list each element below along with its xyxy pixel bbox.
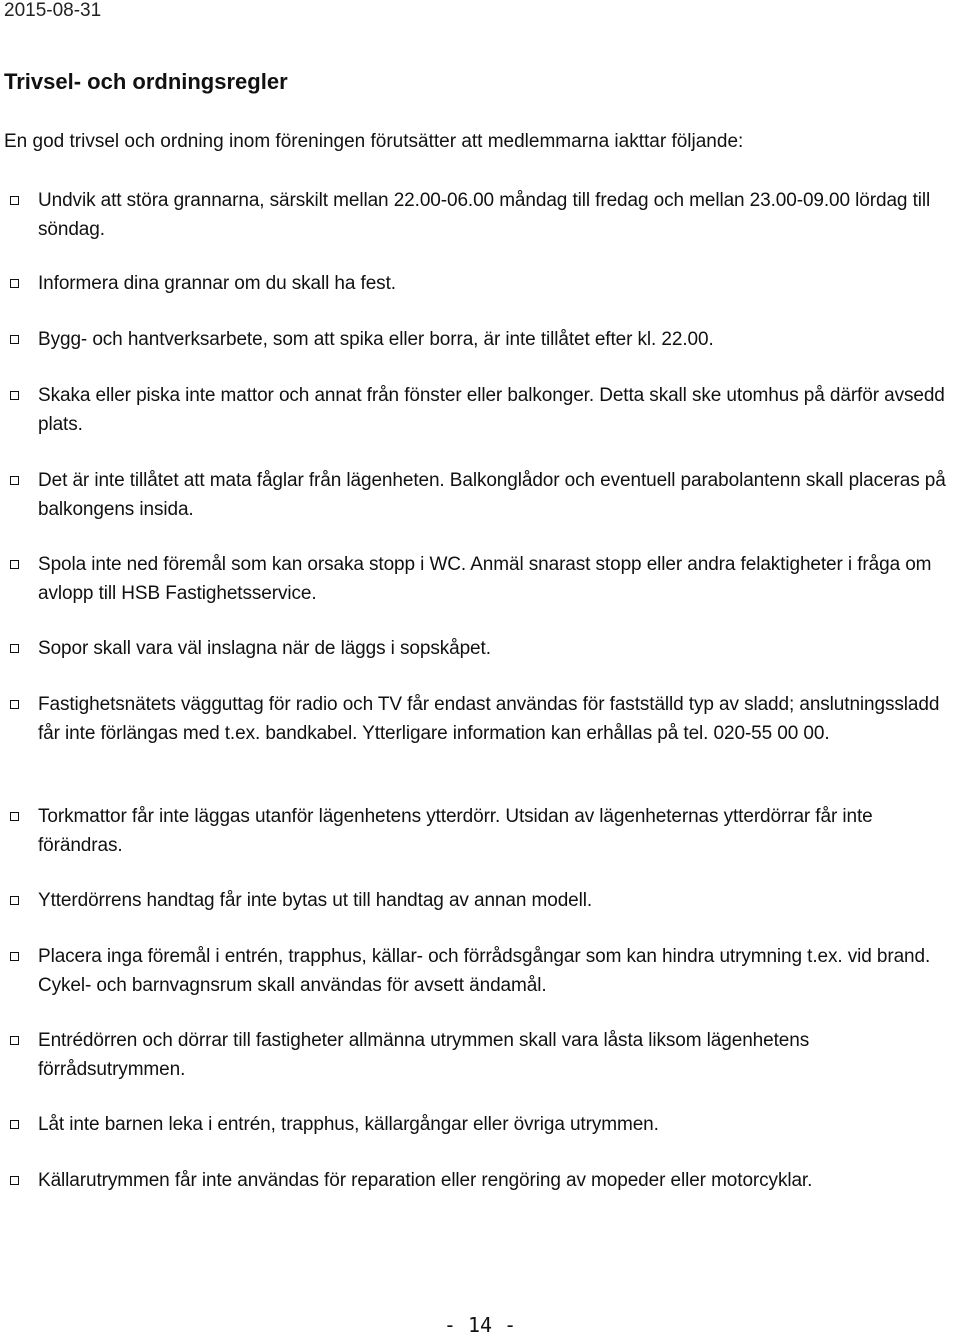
- checkbox-bullet-icon: [10, 1176, 19, 1185]
- checkbox-bullet-icon: [10, 644, 19, 653]
- rule-text: Bygg- och hantverksarbete, som att spika eller borra, är inte tillåtet efter kl. 22.00.: [38, 329, 714, 350]
- checkbox-bullet-icon: [10, 952, 19, 961]
- rule-text: Källarutrymmen får inte användas för reparation eller rengöring av mopeder eller motorcyklar.: [38, 1170, 813, 1191]
- checkbox-bullet-icon: [10, 896, 19, 905]
- checkbox-bullet-icon: [10, 196, 19, 205]
- intro-paragraph: En god trivsel och ordning inom föreningen förutsätter att medlemmarna iakttar följande:: [4, 131, 744, 152]
- checkbox-bullet-icon: [10, 560, 19, 569]
- rule-text: Informera dina grannar om du skall ha fest.: [38, 273, 396, 294]
- checkbox-bullet-icon: [10, 391, 19, 400]
- rule-text: Torkmattor får inte läggas utanför lägenhetens ytterdörr. Utsidan av lägenheternas ytterdörrar får inte förändras.: [38, 806, 873, 856]
- rule-text: Undvik att störa grannarna, särskilt mellan 22.00-06.00 måndag till fredag och mellan 23.00-09.00 lördag till söndag.: [38, 190, 931, 240]
- rule-text: Ytterdörrens handtag får inte bytas ut till handtag av annan modell.: [38, 890, 593, 911]
- checkbox-bullet-icon: [10, 812, 19, 821]
- rule-text: Fastighetsnätets vägguttag för radio och TV får endast användas för fastställd typ av sladd; anslutningssladd får inte förlängas med t.ex. bandkabel. Ytterligare information kan erhållas på tel. 020-55 00 00.: [38, 694, 940, 744]
- checkbox-bullet-icon: [10, 279, 19, 288]
- checkbox-bullet-icon: [10, 476, 19, 485]
- page-number: - 14 -: [443, 1313, 517, 1337]
- checkbox-bullet-icon: [10, 1120, 19, 1129]
- checkbox-bullet-icon: [10, 1036, 19, 1045]
- rule-text: Låt inte barnen leka i entrén, trapphus, källargångar eller övriga utrymmen.: [38, 1114, 659, 1135]
- checkbox-bullet-icon: [10, 335, 19, 344]
- rule-text: Sopor skall vara väl inslagna när de läggs i sopskåpet.: [38, 638, 491, 659]
- rule-text: Placera inga föremål i entrén, trapphus, källar- och förrådsgångar som kan hindra utrymning t.ex. vid brand. Cykel- och barnvagnsrum skall användas för avsett ändamål.: [38, 946, 931, 996]
- document-title: Trivsel- och ordningsregler: [4, 69, 288, 94]
- checkbox-bullet-icon: [10, 700, 19, 709]
- document-date: 2015-08-31: [4, 0, 102, 21]
- rule-text: Skaka eller piska inte mattor och annat från fönster eller balkonger. Detta skall ske utomhus på därför avsedd plats.: [38, 385, 945, 435]
- rule-text: Spola inte ned föremål som kan orsaka stopp i WC. Anmäl snarast stopp eller andra felaktigheter i fråga om avlopp till HSB Fastighetsservice.: [38, 554, 932, 604]
- rule-text: Det är inte tillåtet att mata fåglar från lägenheten. Balkonglådor och eventuell parabolantenn skall placeras på balkongens insida.: [38, 470, 946, 520]
- rule-text: Entrédörren och dörrar till fastigheter allmänna utrymmen skall vara låsta liksom lägenhetens förrådsutrymmen.: [38, 1030, 810, 1080]
